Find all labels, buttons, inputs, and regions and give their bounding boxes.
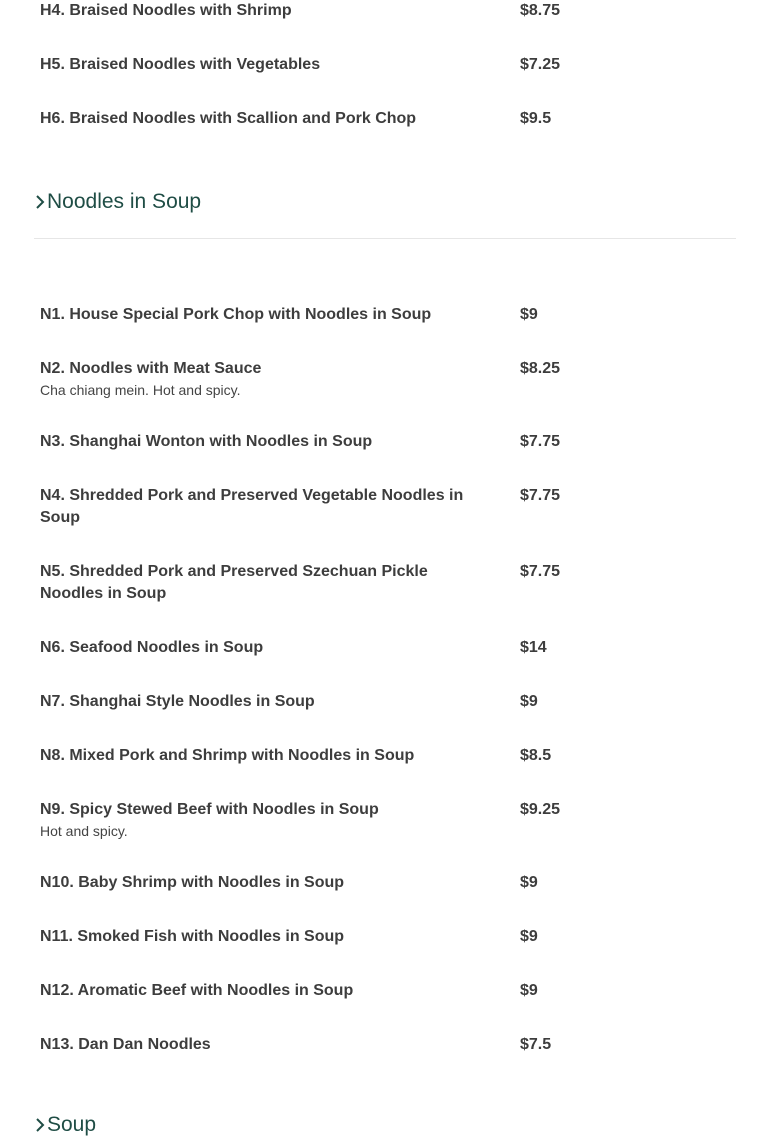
item-price: $7.75 xyxy=(520,433,561,450)
item-name: N6. Seafood Noodles in Soup xyxy=(40,639,264,656)
item-name: N1. House Special Pork Chop with Noodles in Soup xyxy=(40,306,432,323)
item-price: $9.5 xyxy=(520,110,552,127)
item-name: N3. Shanghai Wonton with Noodles in Soup xyxy=(40,433,373,450)
item-name: H5. Braised Noodles with Vegetables xyxy=(40,56,321,73)
item-price: $9 xyxy=(520,874,538,891)
item-description: Cha chiang mein. Hot and spicy. xyxy=(40,382,241,398)
item-name: N8. Mixed Pork and Shrimp with Noodles in Soup xyxy=(40,747,415,764)
chevron-right-icon xyxy=(34,1115,47,1135)
item-price: $8.75 xyxy=(520,2,561,19)
item-price: $7.25 xyxy=(520,56,561,73)
item-price: $8.5 xyxy=(520,747,552,764)
item-price: $7.75 xyxy=(520,563,561,580)
item-name: N12. Aromatic Beef with Noodles in Soup xyxy=(40,982,354,999)
item-name: N10. Baby Shrimp with Noodles in Soup xyxy=(40,874,345,891)
item-name: N11. Smoked Fish with Noodles in Soup xyxy=(40,928,345,945)
item-price: $8.25 xyxy=(520,360,561,377)
item-description: Hot and spicy. xyxy=(40,823,128,839)
item-name: N4. Shredded Pork and Preserved Vegetable Noodles in Soup xyxy=(40,487,464,526)
item-price: $7.75 xyxy=(520,487,561,504)
item-name: H4. Braised Noodles with Shrimp xyxy=(40,2,292,19)
section-divider xyxy=(34,238,736,239)
item-name: N2. Noodles with Meat Sauce xyxy=(40,360,262,377)
item-price: $14 xyxy=(520,639,547,656)
item-name: N5. Shredded Pork and Preserved Szechuan Pickle Noodles in Soup xyxy=(40,563,428,602)
item-name: N13. Dan Dan Noodles xyxy=(40,1036,211,1053)
item-price: $9 xyxy=(520,928,538,945)
item-name: N9. Spicy Stewed Beef with Noodles in Soup xyxy=(40,801,379,818)
item-price: $7.5 xyxy=(520,1036,552,1053)
section-header-soup[interactable] xyxy=(34,1111,96,1139)
item-name: H6. Braised Noodles with Scallion and Pork Chop xyxy=(40,110,417,127)
item-price: $9.25 xyxy=(520,801,561,818)
item-price: $9 xyxy=(520,982,538,999)
section-header-noodles-in-soup[interactable] xyxy=(34,188,201,216)
section-title: Noodles in Soup xyxy=(47,190,202,213)
item-price: $9 xyxy=(520,306,538,323)
item-name: N7. Shanghai Style Noodles in Soup xyxy=(40,693,315,710)
chevron-right-icon xyxy=(34,192,47,212)
item-price: $9 xyxy=(520,693,538,710)
section-title: Soup xyxy=(47,1113,97,1136)
